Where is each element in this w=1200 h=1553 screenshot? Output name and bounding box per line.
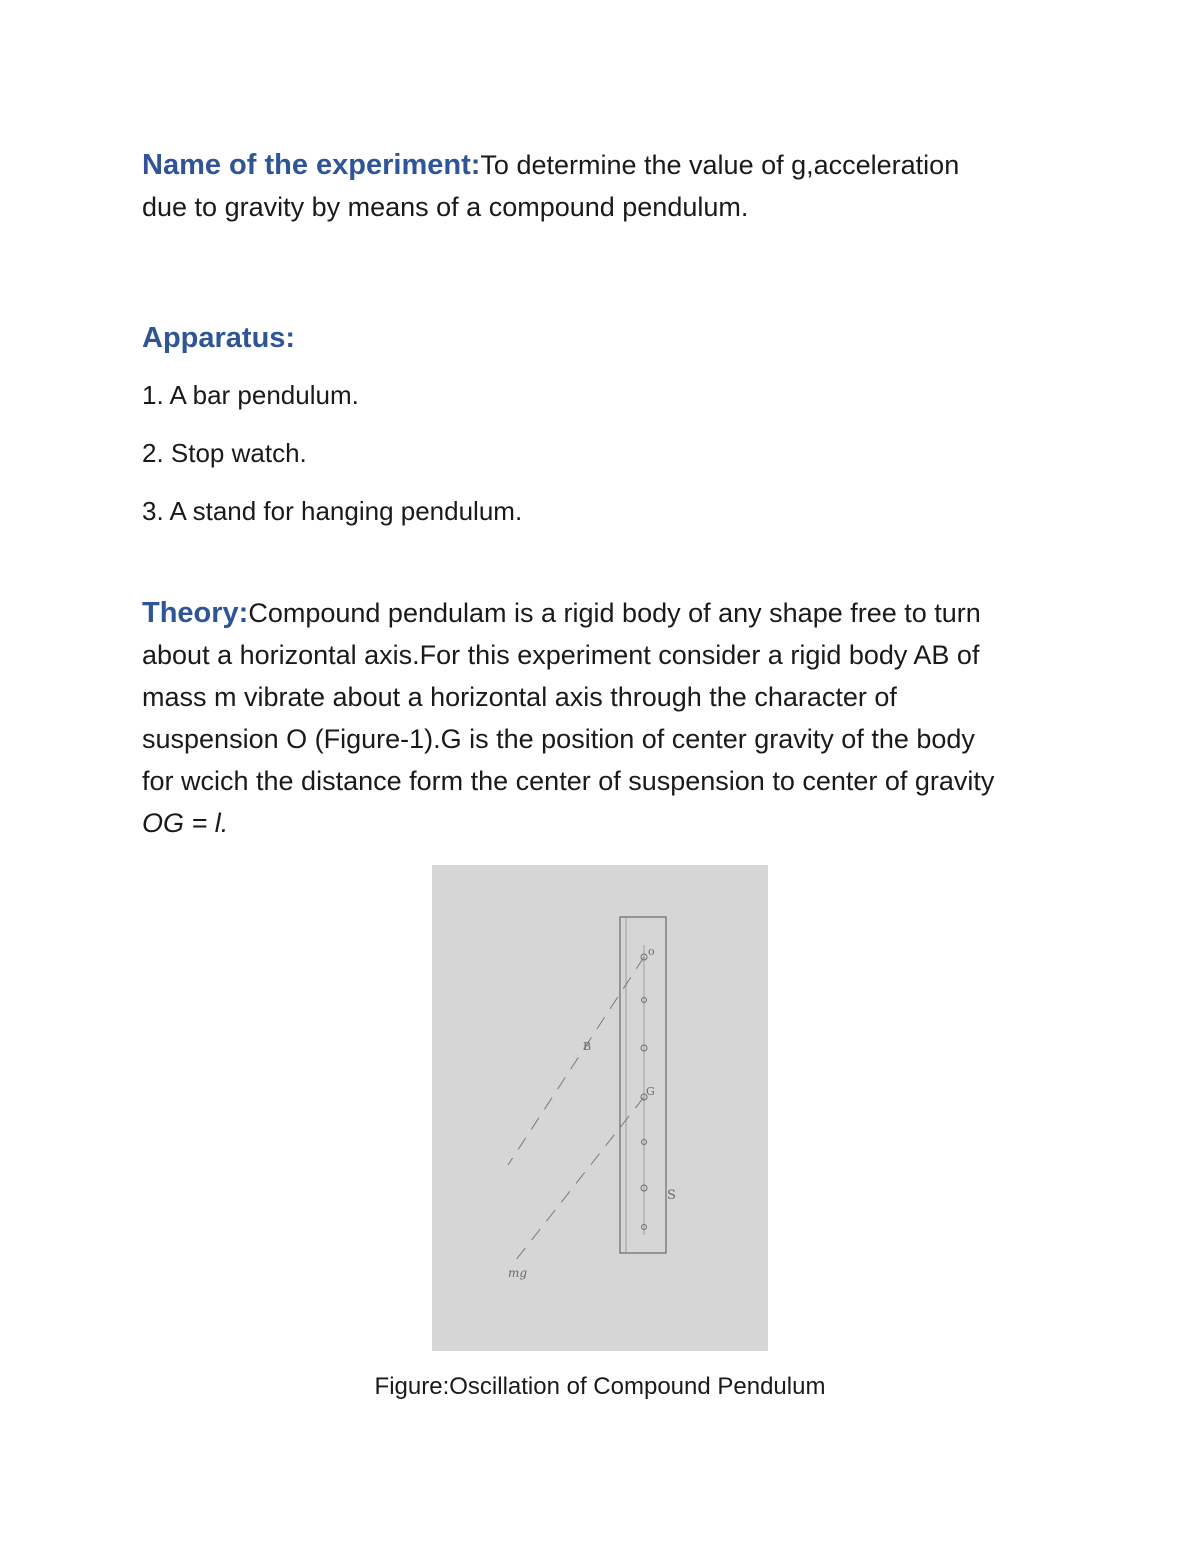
apparatus-item: 1. A bar pendulum. <box>142 380 359 410</box>
point-g-label: G <box>646 1085 655 1098</box>
theory-line: mass m vibrate about a horizontal axis through the character of <box>142 682 897 712</box>
mg-label: mg <box>508 1266 528 1280</box>
theory-line: suspension O (Figure-1).G is the position of center gravity of the body <box>142 724 975 754</box>
pendulum-sketch-photo <box>432 865 768 1351</box>
document-body <box>142 140 1072 844</box>
theory-line: about a horizontal axis.For this experiment consider a rigid body AB of <box>142 640 980 670</box>
experiment-text-line1: To determine the value of g,acceleration <box>480 150 960 180</box>
experiment-paragraph <box>142 144 1072 228</box>
theory-formula: OG = l. <box>142 808 229 838</box>
point-b-label: B <box>583 1040 592 1053</box>
experiment-label: Name of the experiment: <box>142 149 481 181</box>
apparatus-item: 3. A stand for hanging pendulum. <box>142 496 523 526</box>
theory-label: Theory: <box>142 597 249 629</box>
theory-line: Compound pendulam is a rigid body of any shape free to turn <box>248 598 981 628</box>
side-s-label: S <box>667 1188 676 1203</box>
apparatus-heading: Apparatus: <box>142 322 296 354</box>
experiment-text-line2: due to gravity by means of a compound pendulum. <box>142 192 749 222</box>
figure-caption: Figure:Oscillation of Compound Pendulum <box>374 1373 826 1400</box>
apparatus-item: 2. Stop watch. <box>142 438 307 468</box>
point-o-label: o <box>648 945 655 958</box>
pendulum-sketch <box>432 865 768 1351</box>
theory-paragraph <box>142 592 1072 844</box>
theory-line: for wcich the distance form the center of suspension to center of gravity <box>142 766 995 796</box>
